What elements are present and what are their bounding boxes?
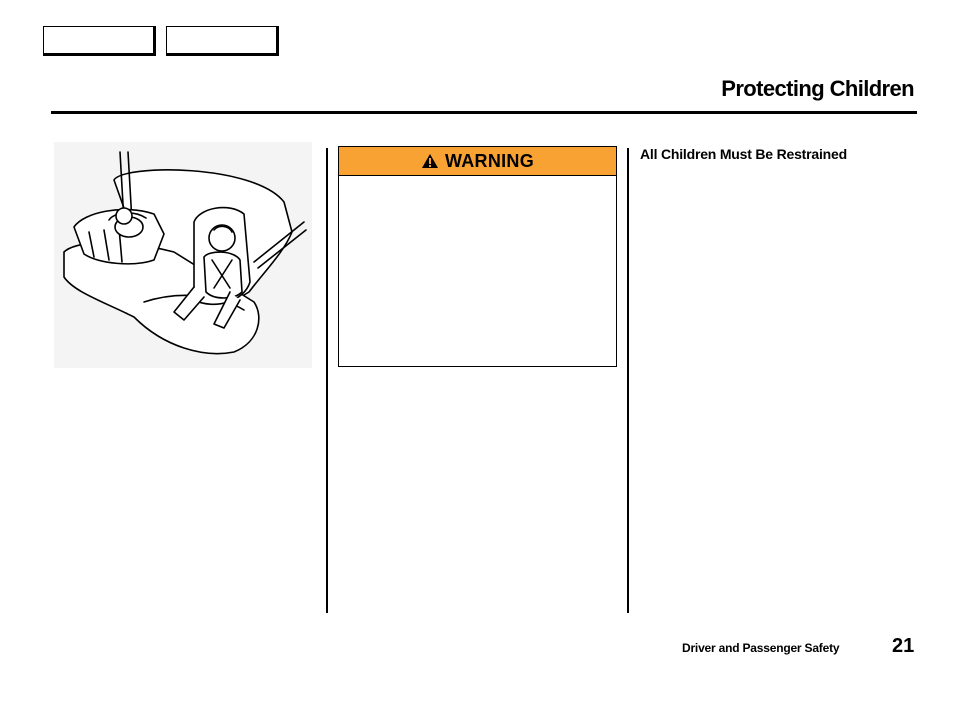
- footer-section-title: Driver and Passenger Safety: [682, 641, 840, 655]
- warning-box: [338, 146, 617, 367]
- warning-label: WARNING: [444, 150, 535, 171]
- column-divider: [326, 148, 328, 613]
- column-divider: [627, 148, 629, 613]
- child-seats-illustration: [54, 142, 312, 368]
- warning-triangle-icon: [421, 153, 439, 169]
- next-page-button[interactable]: [166, 26, 279, 56]
- title-rule: [51, 111, 917, 114]
- page-number: 21: [892, 635, 915, 657]
- warning-header: [339, 147, 616, 176]
- previous-page-button[interactable]: [43, 26, 156, 56]
- section-heading: All Children Must Be Restrained: [640, 146, 847, 162]
- page-title: Protecting Children: [721, 76, 914, 101]
